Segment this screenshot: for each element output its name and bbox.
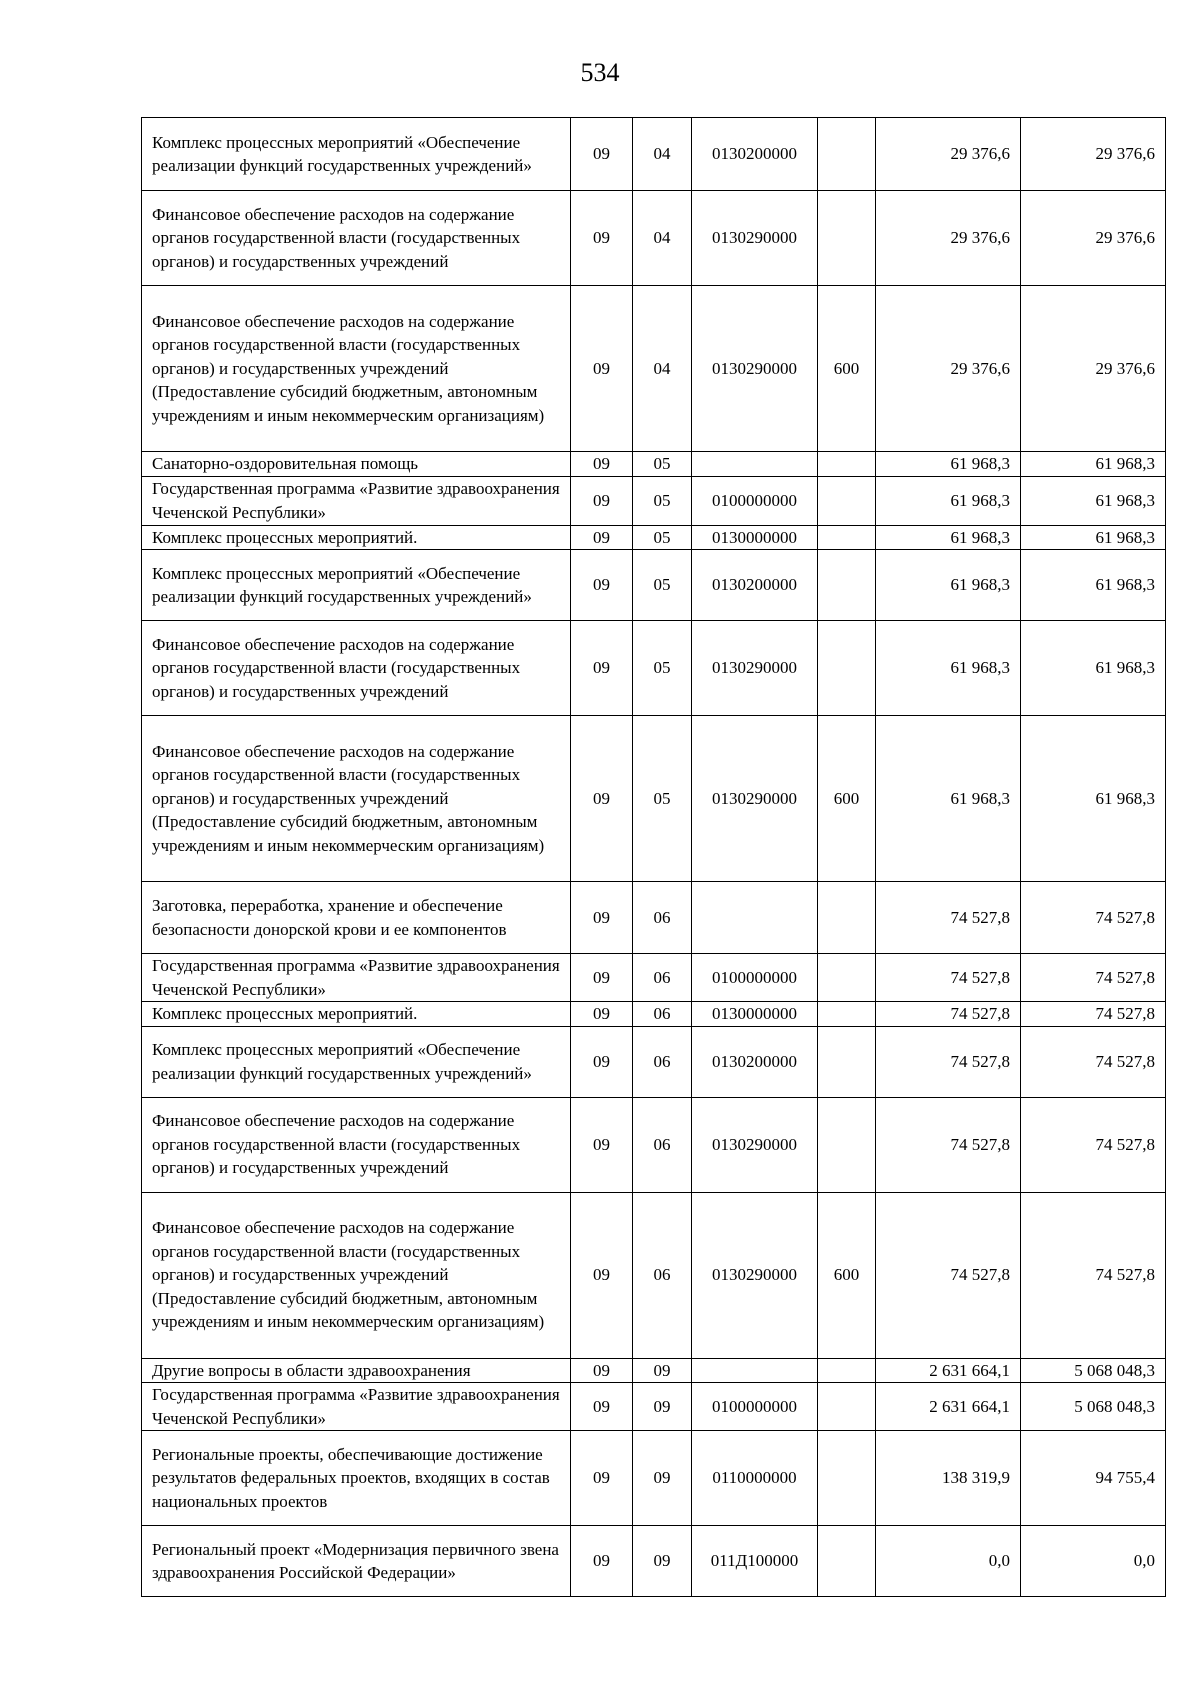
row-expense-type: 600: [818, 286, 876, 452]
row-section: 09: [571, 1431, 633, 1526]
row-sum-year1: 29 376,6: [876, 191, 1021, 286]
row-expense-type: [818, 118, 876, 191]
row-subsection: 06: [633, 1097, 692, 1192]
row-subsection: 04: [633, 286, 692, 452]
row-sum-year1: 74 527,8: [876, 1192, 1021, 1358]
row-subsection: 09: [633, 1358, 692, 1383]
row-sum-year1: 0,0: [876, 1526, 1021, 1597]
row-sum-year2: 74 527,8: [1021, 1026, 1166, 1097]
page-number: 534: [580, 58, 620, 87]
row-subsection: 09: [633, 1383, 692, 1431]
table-row: [142, 1002, 1166, 1027]
row-name: Государственная программа «Развитие здравоохранения Чеченской Республики»: [142, 954, 571, 1002]
row-sum-year2: 74 527,8: [1021, 1002, 1166, 1027]
row-target-code: 0130290000: [692, 1097, 818, 1192]
row-name: Комплекс процессных мероприятий.: [142, 525, 571, 550]
row-sum-year2: 61 968,3: [1021, 550, 1166, 621]
row-sum-year1: 74 527,8: [876, 1097, 1021, 1192]
row-target-code: 0130200000: [692, 118, 818, 191]
table-row: [142, 286, 1166, 452]
row-target-code: 0130290000: [692, 716, 818, 882]
row-name: Региональный проект «Модернизация первичного звена здравоохранения Российской Федерации»: [142, 1526, 571, 1597]
row-sum-year1: 29 376,6: [876, 118, 1021, 191]
row-sum-year1: 74 527,8: [876, 1002, 1021, 1027]
row-expense-type: [818, 550, 876, 621]
row-sum-year2: 61 968,3: [1021, 621, 1166, 716]
row-sum-year1: 29 376,6: [876, 286, 1021, 452]
row-subsection: 06: [633, 954, 692, 1002]
row-section: 09: [571, 476, 633, 525]
row-expense-type: [818, 1002, 876, 1027]
row-section: 09: [571, 1026, 633, 1097]
row-subsection: 09: [633, 1526, 692, 1597]
row-expense-type: [818, 1526, 876, 1597]
table-row: [142, 1431, 1166, 1526]
row-name: Финансовое обеспечение расходов на содержание органов государственной власти (государственных органов) и государственных учреждений: [142, 1097, 571, 1192]
row-subsection: 09: [633, 1431, 692, 1526]
row-target-code: 0130200000: [692, 1026, 818, 1097]
row-target-code: 0130290000: [692, 286, 818, 452]
row-sum-year2: 61 968,3: [1021, 476, 1166, 525]
row-target-code: 0100000000: [692, 954, 818, 1002]
table-row: [142, 1026, 1166, 1097]
row-sum-year2: 0,0: [1021, 1526, 1166, 1597]
table-row: [142, 525, 1166, 550]
row-name: Комплекс процессных мероприятий «Обеспечение реализации функций государственных учреждений»: [142, 118, 571, 191]
row-target-code: [692, 452, 818, 477]
row-sum-year1: 74 527,8: [876, 1026, 1021, 1097]
row-section: 09: [571, 621, 633, 716]
table-row: [142, 476, 1166, 525]
row-sum-year1: 61 968,3: [876, 716, 1021, 882]
table-row: [142, 1383, 1166, 1431]
row-target-code: 0130290000: [692, 191, 818, 286]
row-name: Комплекс процессных мероприятий.: [142, 1002, 571, 1027]
row-section: 09: [571, 1526, 633, 1597]
row-subsection: 05: [633, 621, 692, 716]
row-sum-year2: 74 527,8: [1021, 1192, 1166, 1358]
table-row: [142, 1358, 1166, 1383]
row-name: Финансовое обеспечение расходов на содержание органов государственной власти (государственных органов) и государственных учреждений: [142, 621, 571, 716]
row-section: 09: [571, 1192, 633, 1358]
row-sum-year2: 74 527,8: [1021, 954, 1166, 1002]
row-name: Комплекс процессных мероприятий «Обеспечение реализации функций государственных учреждений»: [142, 1026, 571, 1097]
row-sum-year1: 61 968,3: [876, 476, 1021, 525]
row-name: Финансовое обеспечение расходов на содержание органов государственной власти (государственных органов) и государственных учреждений (Предоставление субсидий бюджетным, автономным учреждениям и иным некоммерческим организациям): [142, 716, 571, 882]
row-sum-year1: 74 527,8: [876, 954, 1021, 1002]
row-sum-year1: 61 968,3: [876, 621, 1021, 716]
row-sum-year2: 61 968,3: [1021, 716, 1166, 882]
row-expense-type: [818, 882, 876, 954]
row-expense-type: 600: [818, 1192, 876, 1358]
row-expense-type: 600: [818, 716, 876, 882]
row-expense-type: [818, 621, 876, 716]
row-sum-year1: 61 968,3: [876, 525, 1021, 550]
table-row: [142, 452, 1166, 477]
row-section: 09: [571, 1002, 633, 1027]
table-row: [142, 1097, 1166, 1192]
row-target-code: 0130290000: [692, 1192, 818, 1358]
row-sum-year1: 138 319,9: [876, 1431, 1021, 1526]
row-section: 09: [571, 525, 633, 550]
row-sum-year2: 61 968,3: [1021, 452, 1166, 477]
budget-table-body: [142, 118, 1166, 1597]
row-target-code: 0110000000: [692, 1431, 818, 1526]
row-sum-year1: 61 968,3: [876, 452, 1021, 477]
row-name: Финансовое обеспечение расходов на содержание органов государственной власти (государственных органов) и государственных учреждений (Предоставление субсидий бюджетным, автономным учреждениям и иным некоммерческим организациям): [142, 286, 571, 452]
row-subsection: 05: [633, 716, 692, 882]
row-expense-type: [818, 1358, 876, 1383]
row-sum-year2: 29 376,6: [1021, 286, 1166, 452]
row-expense-type: [818, 525, 876, 550]
row-target-code: 0130000000: [692, 1002, 818, 1027]
row-section: 09: [571, 452, 633, 477]
row-sum-year2: 5 068 048,3: [1021, 1358, 1166, 1383]
row-expense-type: [818, 1097, 876, 1192]
row-section: 09: [571, 716, 633, 882]
row-name: Региональные проекты, обеспечивающие достижение результатов федеральных проектов, входящих в состав национальных проектов: [142, 1431, 571, 1526]
row-sum-year2: 74 527,8: [1021, 882, 1166, 954]
row-subsection: 06: [633, 1192, 692, 1358]
row-expense-type: [818, 1383, 876, 1431]
row-section: 09: [571, 1358, 633, 1383]
row-sum-year1: 2 631 664,1: [876, 1358, 1021, 1383]
row-name: Финансовое обеспечение расходов на содержание органов государственной власти (государственных органов) и государственных учреждений: [142, 191, 571, 286]
table-row: [142, 1192, 1166, 1358]
row-sum-year2: 61 968,3: [1021, 525, 1166, 550]
row-subsection: 04: [633, 118, 692, 191]
table-row: [142, 118, 1166, 191]
row-section: 09: [571, 882, 633, 954]
table-row: [142, 621, 1166, 716]
row-name: Государственная программа «Развитие здравоохранения Чеченской Республики»: [142, 1383, 571, 1431]
row-target-code: [692, 882, 818, 954]
table-row: [142, 550, 1166, 621]
row-section: 09: [571, 1097, 633, 1192]
row-subsection: 06: [633, 882, 692, 954]
row-sum-year1: 2 631 664,1: [876, 1383, 1021, 1431]
row-subsection: 05: [633, 550, 692, 621]
table-row: [142, 191, 1166, 286]
row-name: Комплекс процессных мероприятий «Обеспечение реализации функций государственных учреждений»: [142, 550, 571, 621]
row-expense-type: [818, 1431, 876, 1526]
row-sum-year2: 29 376,6: [1021, 191, 1166, 286]
row-target-code: 0100000000: [692, 1383, 818, 1431]
row-section: 09: [571, 954, 633, 1002]
row-name: Заготовка, переработка, хранение и обеспечение безопасности донорской крови и ее компонентов: [142, 882, 571, 954]
row-subsection: 05: [633, 452, 692, 477]
row-sum-year1: 74 527,8: [876, 882, 1021, 954]
row-sum-year2: 29 376,6: [1021, 118, 1166, 191]
row-subsection: 04: [633, 191, 692, 286]
row-target-code: 0100000000: [692, 476, 818, 525]
table-row: [142, 882, 1166, 954]
row-name: Санаторно-оздоровительная помощь: [142, 452, 571, 477]
row-sum-year2: 94 755,4: [1021, 1431, 1166, 1526]
table-row: [142, 1526, 1166, 1597]
row-target-code: 011Д100000: [692, 1526, 818, 1597]
budget-table: [141, 117, 1166, 1597]
row-expense-type: [818, 191, 876, 286]
row-subsection: 06: [633, 1026, 692, 1097]
row-subsection: 06: [633, 1002, 692, 1027]
row-name: Другие вопросы в области здравоохранения: [142, 1358, 571, 1383]
row-section: 09: [571, 550, 633, 621]
row-target-code: 0130290000: [692, 621, 818, 716]
row-sum-year1: 61 968,3: [876, 550, 1021, 621]
row-subsection: 05: [633, 476, 692, 525]
row-expense-type: [818, 1026, 876, 1097]
row-target-code: [692, 1358, 818, 1383]
row-subsection: 05: [633, 525, 692, 550]
row-name: Государственная программа «Развитие здравоохранения Чеченской Республики»: [142, 476, 571, 525]
table-row: [142, 716, 1166, 882]
row-expense-type: [818, 954, 876, 1002]
row-section: 09: [571, 118, 633, 191]
row-section: 09: [571, 191, 633, 286]
row-target-code: 0130000000: [692, 525, 818, 550]
row-section: 09: [571, 1383, 633, 1431]
row-expense-type: [818, 452, 876, 477]
row-section: 09: [571, 286, 633, 452]
row-target-code: 0130200000: [692, 550, 818, 621]
row-sum-year2: 5 068 048,3: [1021, 1383, 1166, 1431]
row-name: Финансовое обеспечение расходов на содержание органов государственной власти (государственных органов) и государственных учреждений (Предоставление субсидий бюджетным, автономным учреждениям и иным некоммерческим организациям): [142, 1192, 571, 1358]
table-row: [142, 954, 1166, 1002]
row-sum-year2: 74 527,8: [1021, 1097, 1166, 1192]
row-expense-type: [818, 476, 876, 525]
